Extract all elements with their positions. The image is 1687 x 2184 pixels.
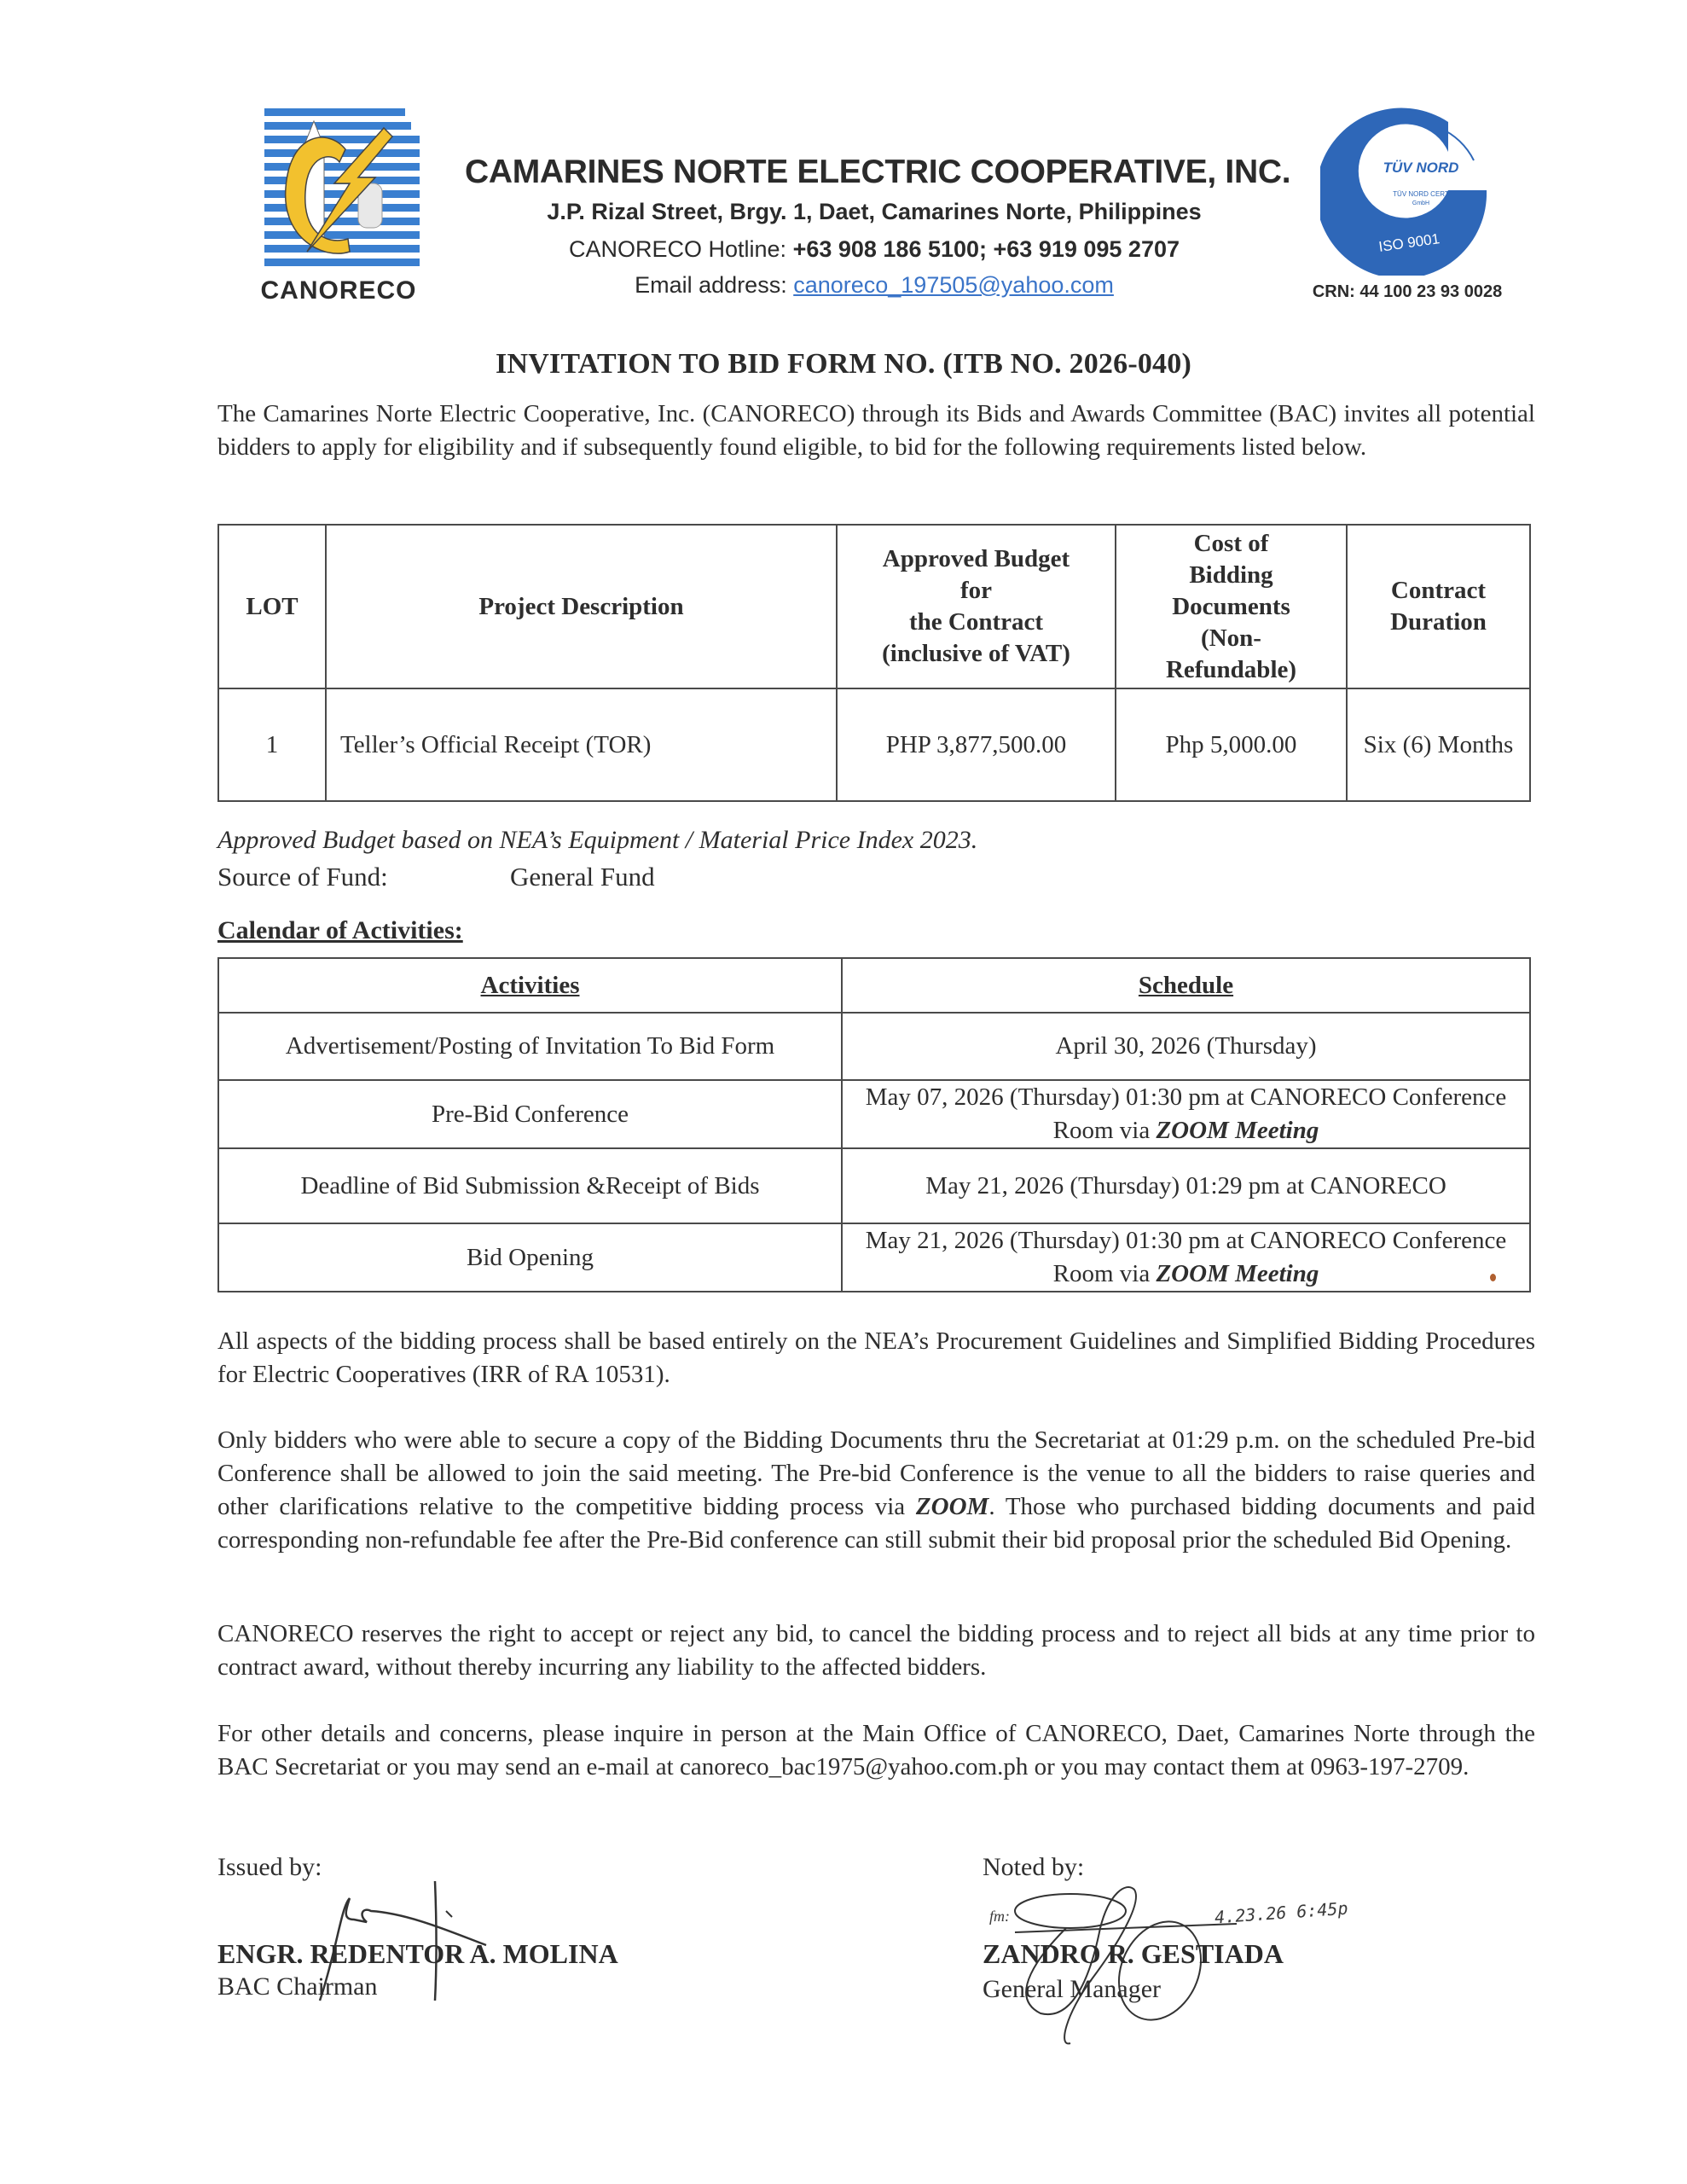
issuer-name: ENGR. REDENTOR A. MOLINA — [217, 1938, 618, 1969]
document-title: INVITATION TO BID FORM NO. (ITB NO. 2026-040) — [496, 348, 1191, 380]
header-lot: LOT — [218, 525, 326, 688]
ink-dot — [1490, 1274, 1496, 1281]
zoom-meeting-label: ZOOM Meeting — [1156, 1260, 1319, 1287]
header-activities: Activities — [218, 958, 842, 1013]
reservation-paragraph: CANORECO reserves the right to accept or reject any bid, to cancel the bidding process and to reject all bids at any time prior to contract award, without thereby incurring any liability to the affected bidders. — [217, 1620, 1535, 1681]
activity-cell: Pre-Bid Conference — [218, 1080, 842, 1148]
activity-cell: Deadline of Bid Submission &Receipt of Bids — [218, 1148, 842, 1223]
company-name: CAMARINES NORTE ELECTRIC COOPERATIVE, INC. — [465, 154, 1291, 190]
header-approved-budget: Approved Budget for the Contract (inclusive of VAT) — [837, 525, 1116, 688]
header-cost-of-bidding-documents: Cost of Bidding Documents (Non- Refundable) — [1116, 525, 1347, 688]
noter-title: General Manager — [983, 1975, 1162, 2003]
canoreco-logo-icon — [256, 102, 426, 282]
cell-budget: PHP 3,877,500.00 — [837, 688, 1116, 801]
calendar-header-row — [218, 958, 1530, 1013]
schedule-cell: May 07, 2026 (Thursday) 01:30 pm at CANORECO Conference Room via ZOOM Meeting — [842, 1080, 1530, 1148]
calendar-heading: Calendar of Activities: — [217, 916, 463, 944]
table-row — [218, 1080, 1530, 1148]
header-schedule: Schedule — [842, 958, 1530, 1013]
cell-duration: Six (6) Months — [1347, 688, 1530, 801]
schedule-cell: May 21, 2026 (Thursday) 01:30 pm at CANORECO Conference Room via ZOOM Meeting — [842, 1223, 1530, 1292]
issuer-title: BAC Chairman — [217, 1972, 378, 2001]
email-link[interactable]: canoreco_197505@yahoo.com — [793, 272, 1114, 298]
cell-description: Teller’s Official Receipt (TOR) — [326, 688, 837, 801]
tuv-nord-cert-logo — [1320, 101, 1499, 276]
issued-by-label: Issued by: — [217, 1853, 322, 1881]
activity-cell: Bid Opening — [218, 1223, 842, 1292]
email-label: Email address: — [635, 272, 794, 298]
contact-paragraph: For other details and concerns, please inquire in person at the Main Office of CANORECO, Daet, Camarines Norte through the BAC Secretariat or you may send an e-mail at canoreco_bac1975@yahoo.com.ph or you may contact them at 0963-197-2709. — [217, 1720, 1535, 1780]
table-row — [218, 688, 1530, 801]
hotline-line — [465, 236, 1284, 263]
cell-lot: 1 — [218, 688, 326, 801]
cell-cost: Php 5,000.00 — [1116, 688, 1347, 801]
source-of-fund-label: Source of Fund: — [217, 862, 388, 892]
table-row — [218, 1013, 1530, 1080]
hotline-numbers: +63 908 186 5100; +63 919 095 2707 — [792, 236, 1180, 262]
table-row — [218, 1148, 1530, 1223]
header-contract-duration: Contract Duration — [1347, 525, 1530, 688]
svg-text:ISO 9001: ISO 9001 — [1377, 230, 1441, 255]
zoom-meeting-label: ZOOM Meeting — [1156, 1117, 1319, 1144]
intro-paragraph: The Camarines Norte Electric Cooperative, Inc. (CANORECO) through its Bids and Awards Committee (BAC) invites all potential bidders to apply for eligibility and if subsequently found eligible, to bid for the following requirements listed below. — [217, 400, 1535, 461]
bid-table-header-row — [218, 525, 1530, 688]
noter-name: ZANDRO R. GESTIADA — [983, 1938, 1284, 1969]
svg-text:TÜV NORD: TÜV NORD — [1383, 160, 1459, 176]
company-address: J.P. Rizal Street, Brgy. 1, Daet, Camarines Norte, Philippines — [547, 199, 1202, 224]
activity-cell: Advertisement/Posting of Invitation To Bid Form — [218, 1013, 842, 1080]
bid-items-table — [217, 524, 1531, 802]
handwritten-date-time: 4.23.26 6:45p — [1214, 1897, 1349, 1928]
source-of-fund-value: General Fund — [510, 862, 655, 892]
pre-bid-paragraph: Only bidders who were able to secure a copy of the Bidding Documents thru the Secretariat at 01:29 p.m. on the scheduled Pre-bid Conference shall be allowed to join the said meeting. The Pre-bid Conference is the venue to all the bidders to raise queries and other clarifications relative to the competitive bidding process via ZOOM. Those who purchased bidding documents and paid corresponding non-refundable fee after the Pre-Bid conference can still submit their bid proposal prior the scheduled Bid Opening. — [217, 1426, 1535, 1554]
svg-text:GmbH: GmbH — [1412, 200, 1430, 206]
email-line — [465, 272, 1284, 299]
calendar-of-activities-table — [217, 957, 1531, 1292]
procurement-guidelines-paragraph: All aspects of the bidding process shall be based entirely on the NEA’s Procurement Guidelines and Simplified Bidding Procedures for Electric Cooperatives (IRR of RA 10531). — [217, 1327, 1535, 1388]
header-project-description: Project Description — [326, 525, 837, 688]
crn-number: CRN: 44 100 23 93 0028 — [1312, 282, 1503, 301]
noted-by-label: Noted by: — [983, 1853, 1085, 1881]
logo-wordmark: CANORECO — [260, 276, 417, 305]
schedule-cell: May 21, 2026 (Thursday) 01:29 pm at CANORECO — [842, 1148, 1530, 1223]
handwritten-initial: fm: — [989, 1908, 1010, 1925]
table-row — [218, 1223, 1530, 1292]
schedule-cell: April 30, 2026 (Thursday) — [842, 1013, 1530, 1080]
budget-basis-note: Approved Budget based on NEA’s Equipment / Material Price Index 2023. — [217, 826, 978, 854]
iso-certification-icon — [1320, 101, 1499, 276]
hotline-label: CANORECO Hotline: — [568, 236, 793, 262]
svg-text:TÜV NORD CERT: TÜV NORD CERT — [1393, 190, 1449, 198]
